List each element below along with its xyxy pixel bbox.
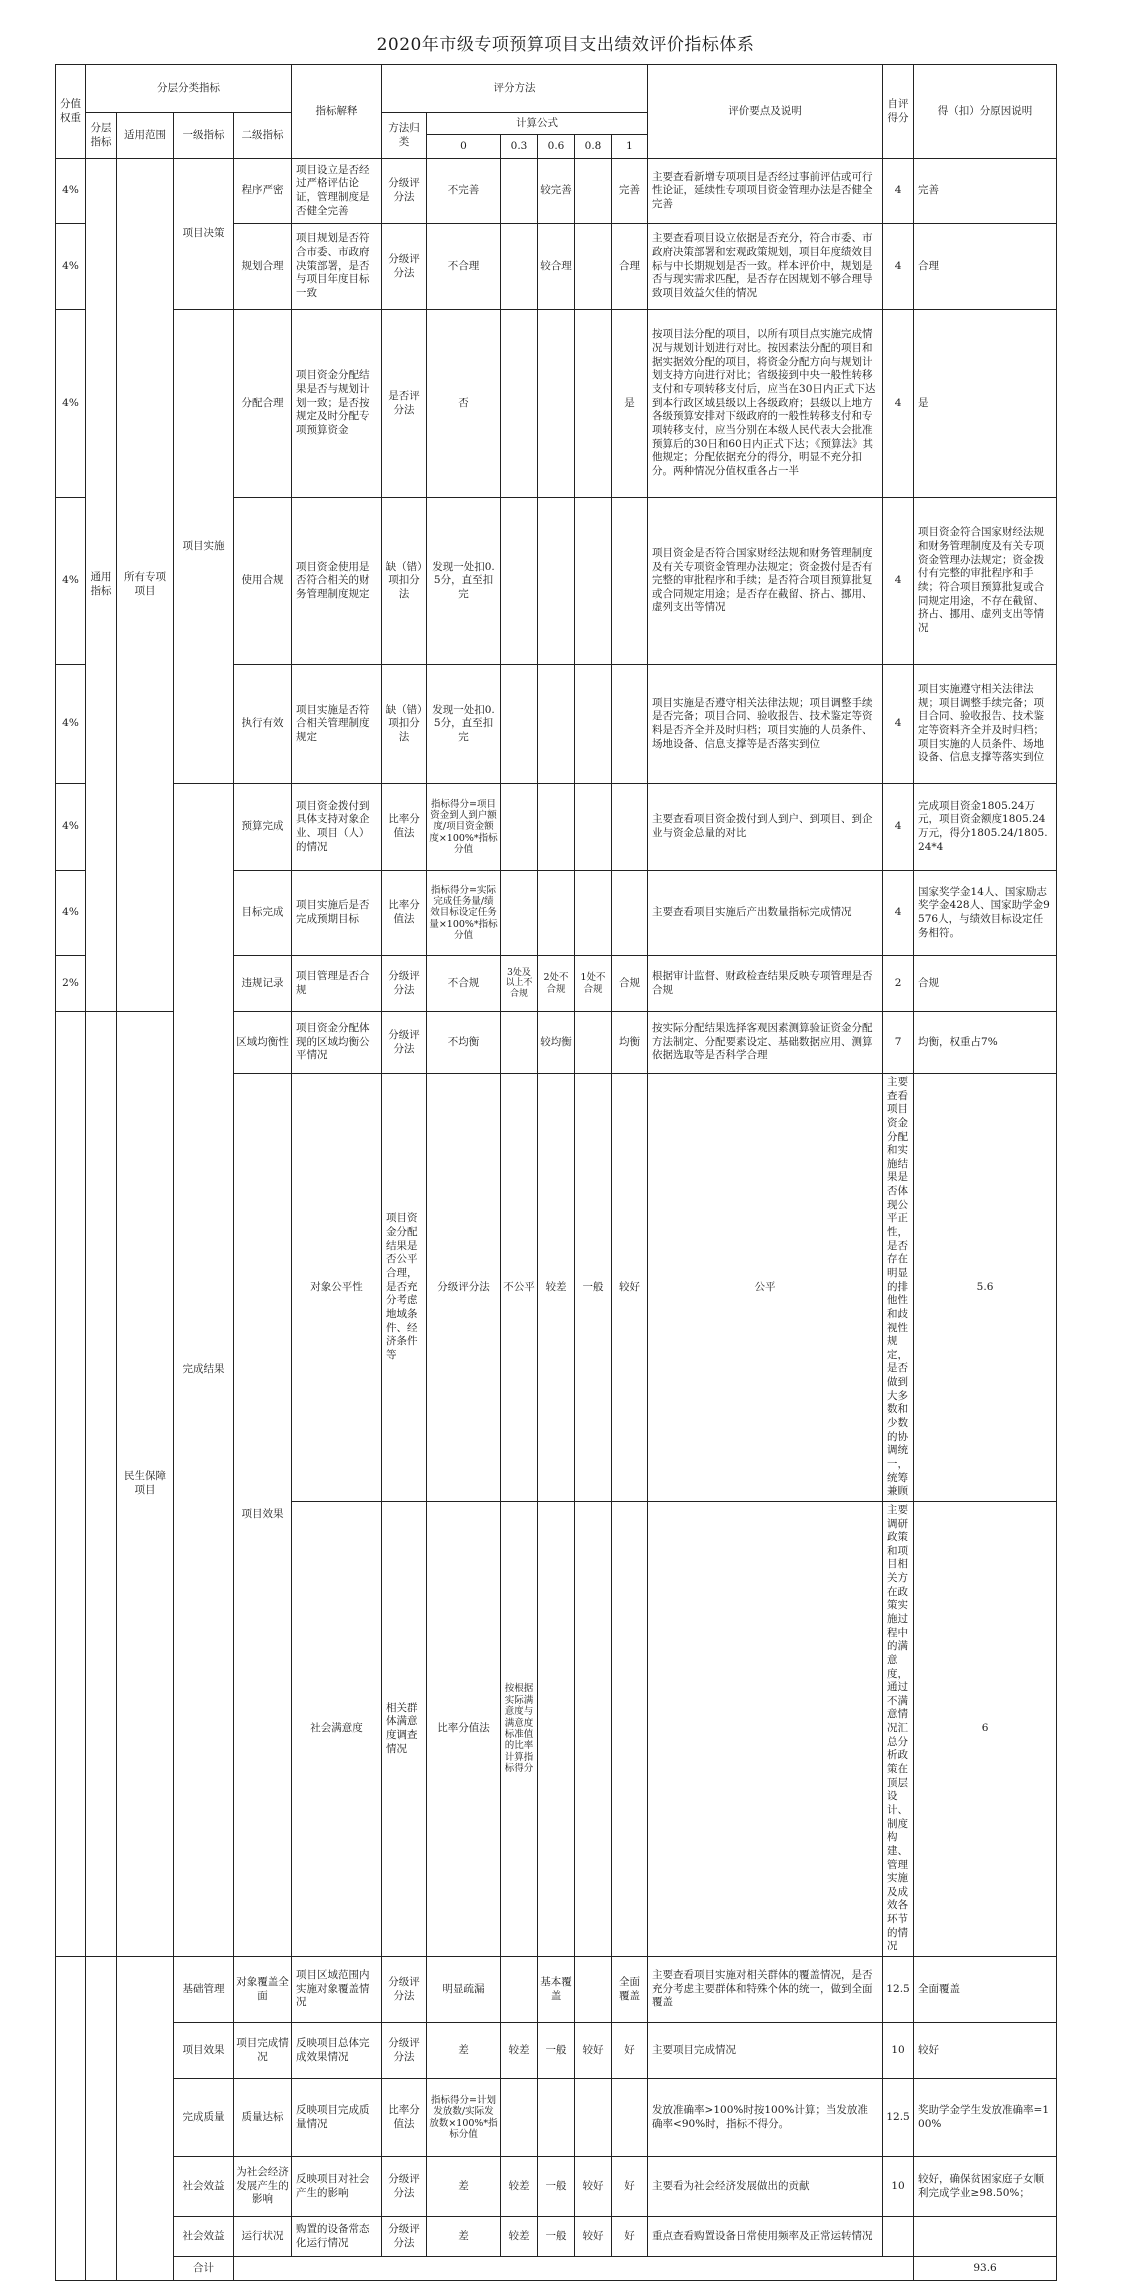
level2-cell: 项目完成情况	[234, 2023, 292, 2079]
document-title: 2020年市级专项预算项目支出绩效评价指标体系	[376, 35, 755, 55]
score1-cell: 是	[612, 310, 648, 498]
layer-blank-cell	[86, 1957, 117, 2281]
method-cell: 分级评分法	[382, 2217, 427, 2257]
method-cell: 是否评分法	[382, 310, 427, 498]
reason-cell: 均衡，权重占7%	[914, 1012, 1057, 1074]
score08-cell: 1处不合规	[575, 956, 612, 1012]
score1-cell	[612, 784, 648, 871]
score03-cell	[538, 1501, 575, 1956]
score08-cell	[612, 1501, 648, 1956]
score06-cell	[538, 310, 575, 498]
score08-cell	[575, 310, 612, 498]
reason-cell: 合理	[914, 224, 1057, 310]
explain-cell: 反映项目总体完成效果情况	[292, 2023, 382, 2079]
self-score-cell: 4	[883, 224, 914, 310]
self-score-cell: 4	[883, 310, 914, 498]
level1-effect: 项目效果	[234, 1074, 292, 1957]
level1-cell: 完成质量	[174, 2079, 234, 2157]
points-cell: 根据审计监督、财政检查结果反映专项管理是否合规	[648, 956, 883, 1012]
score06-cell	[538, 2079, 575, 2157]
score06-cell	[538, 784, 575, 871]
score0-cell: 不完善	[427, 159, 501, 224]
points-cell: 重点查看购置设备日常使用频率及正常运转情况	[648, 2217, 883, 2257]
header-explanation: 指标解释	[292, 65, 382, 159]
score0-cell: 指标得分=计划发放数/实际发放数×100%*指标分值	[427, 2079, 501, 2157]
score06-cell	[538, 871, 575, 956]
score08-cell: 较好	[575, 2157, 612, 2217]
self-score-cell: 10	[883, 2157, 914, 2217]
score0-cell: 不合规	[427, 956, 501, 1012]
reason-cell: 是	[914, 310, 1057, 498]
score06-cell: 2处不合规	[538, 956, 575, 1012]
level2-cell: 运行状况	[234, 2217, 292, 2257]
header-layer: 分层指标	[86, 113, 117, 159]
score03-cell	[501, 498, 538, 665]
method-cell: 分级评分法	[382, 1012, 427, 1074]
score03-cell: 较差	[501, 2157, 538, 2217]
score06-cell: 基本覆盖	[538, 1957, 575, 2023]
self-score-cell: 2	[883, 956, 914, 1012]
weight-cell: 4%	[56, 224, 86, 310]
self-score-cell: 5.6	[914, 1074, 1057, 1502]
score08-cell	[575, 2079, 612, 2157]
reason-cell: 较好，确保贫困家庭子女顺利完成学业≥98.50%；	[914, 2157, 1057, 2217]
table-row	[56, 1957, 1057, 2023]
table-row	[56, 2023, 1057, 2079]
method-cell: 缺（错）项扣分法	[382, 665, 427, 784]
header-level1: 一级指标	[174, 113, 234, 159]
scope-livelihood: 民生保障项目	[117, 1012, 174, 1957]
total-score: 93.6	[914, 2257, 1057, 2281]
score1-cell: 好	[612, 2023, 648, 2079]
header-level2: 二级指标	[234, 113, 292, 159]
level1-cell: 项目效果	[174, 2023, 234, 2079]
score1-cell: 完善	[612, 159, 648, 224]
explain-cell: 项目资金分配结果是否与规划计划一致；是否按规定及时分配专项预算资金	[292, 310, 382, 498]
points-cell: 主要查看项目资金拨付到人到户、到项目、到企业与资金总量的对比	[648, 784, 883, 871]
method-cell: 分级评分法	[427, 1074, 501, 1502]
method-cell: 分级评分法	[382, 2023, 427, 2079]
score1-cell	[612, 2079, 648, 2157]
points-cell: 主要查看项目实施对相关群体的覆盖情况，是否充分考虑主要群体和特殊个体的统一，做到全面覆盖	[648, 1957, 883, 2023]
level2-cell: 使用合规	[234, 498, 292, 665]
score08-cell	[575, 224, 612, 310]
level2-cell: 区域均衡性	[234, 1012, 292, 1074]
score1-cell: 合规	[612, 956, 648, 1012]
method-cell: 分级评分法	[382, 1957, 427, 2023]
method-cell: 分级评分法	[382, 159, 427, 224]
header-scope: 适用范围	[117, 113, 174, 159]
level2-cell: 质量达标	[234, 2079, 292, 2157]
self-score-cell	[883, 2217, 914, 2257]
score0-cell: 不公平	[501, 1074, 538, 1502]
points-cell: 主要查看项目实施后产出数量指标完成情况	[648, 871, 883, 956]
weight-cell: 4%	[56, 310, 86, 498]
score08-cell	[575, 871, 612, 956]
score0-cell: 指标得分=实际完成任务量/绩效目标设定任务量×100%*指标分值	[427, 871, 501, 956]
level1-cell: 基础管理	[174, 1957, 234, 2023]
self-score-cell: 6	[914, 1501, 1057, 1956]
level1-cell: 社会效益	[174, 2157, 234, 2217]
method-cell: 比率分值法	[382, 2079, 427, 2157]
points-cell: 项目资金是否符合国家财经法规和财务管理制度及有关专项资金管理办法规定；资金拨付是否有完整的审批程序和手续；是否符合项目预算批复或合同规定用途；是否存在截留、挤占、挪用、虚列支出等情况	[648, 498, 883, 665]
score06-cell: 一般	[575, 1074, 612, 1502]
score06-cell	[538, 498, 575, 665]
score03-cell	[501, 2079, 538, 2157]
header-score-1: 1	[612, 135, 648, 159]
header-evaluation-points: 评价要点及说明	[648, 65, 883, 159]
level2-cell: 对象公平性	[292, 1074, 382, 1502]
explain-cell: 项目资金分配结果是否公平合理，是否充分考虑地域条件、经济条件等	[382, 1074, 427, 1502]
score1-cell: 合理	[612, 224, 648, 310]
self-score-cell: 12.5	[883, 2079, 914, 2157]
score08-cell	[575, 665, 612, 784]
method-cell: 分级评分法	[382, 2157, 427, 2217]
self-score-cell: 4	[883, 498, 914, 665]
score06-cell	[575, 1501, 612, 1956]
points-cell: 发放准确率>100%时按100%计算；当发放准确率<90%时，指标不得分。	[648, 2079, 883, 2157]
weight-cell: 4%	[56, 665, 86, 784]
score0-cell: 差	[427, 2023, 501, 2079]
table-row	[56, 2079, 1057, 2157]
points-cell: 按实际分配结果选择客观因素测算验证资金分配方法制定、分配要素设定、基础数据应用、测算依据选取等是否科学合理	[648, 1012, 883, 1074]
score06-cell: 较均衡	[538, 1012, 575, 1074]
score03-cell	[501, 310, 538, 498]
weight-cell: 4%	[56, 498, 86, 665]
score03-cell	[501, 1957, 538, 2023]
level1-decision: 项目决策	[174, 159, 234, 310]
weight-blank-cell	[56, 1957, 86, 2281]
explain-cell: 项目规划是否符合市委、市政府决策部署，是否与项目年度目标一致	[292, 224, 382, 310]
self-score-cell: 4	[883, 665, 914, 784]
score0-cell: 否	[427, 310, 501, 498]
self-score-cell: 4	[883, 159, 914, 224]
score03-cell	[501, 871, 538, 956]
points-cell: 主要调研政策和项目相关方在政策实施过程中的满意度，通过不满意情况汇总分析政策在顶层设计、制度构建、管理实施及成效各环节的情况	[883, 1501, 914, 1956]
method-cell: 缺（错）项扣分法	[382, 498, 427, 665]
level2-cell: 规划合理	[234, 224, 292, 310]
explain-cell: 项目实施是否符合相关管理制度规定	[292, 665, 382, 784]
score08-cell: 较好	[575, 2023, 612, 2079]
table-row	[56, 159, 1057, 224]
score03-cell	[501, 159, 538, 224]
score1-cell: 全面覆盖	[612, 1957, 648, 2023]
points-cell: 主要看为社会经济发展做出的贡献	[648, 2157, 883, 2217]
score0-cell: 不合理	[427, 224, 501, 310]
reason-cell: 合规	[914, 956, 1057, 1012]
table-row	[56, 2157, 1057, 2217]
score1-cell: 好	[612, 2217, 648, 2257]
total-label: 合计	[174, 2257, 234, 2281]
score03-cell	[501, 665, 538, 784]
header-self-score: 自评得分	[883, 65, 914, 159]
reason-cell: 完成项目资金1805.24万元，项目资金额度1805.24万元，得分1805.24/1805.24*4	[914, 784, 1057, 871]
explain-cell: 反映项目对社会产生的影响	[292, 2157, 382, 2217]
points-cell: 主要项目完成情况	[648, 2023, 883, 2079]
explain-cell: 购置的设备常态化运行情况	[292, 2217, 382, 2257]
reason-cell: 奖助学金学生发放准确率=100%	[914, 2079, 1057, 2157]
self-score-cell: 4	[883, 784, 914, 871]
header-weight: 分值权重	[56, 65, 86, 159]
reason-cell: 项目资金符合国家财经法规和财务管理制度及有关专项资金管理办法规定；资金拨付有完整的审批程序和手续；符合项目预算批复或合同规定用途，不存在截留、挤占、挪用、虚列支出等情况	[914, 498, 1057, 665]
score0-cell: 发现一处扣0.5分，直至扣完	[427, 665, 501, 784]
score0-cell: 明显疏漏	[427, 1957, 501, 2023]
score08-cell	[575, 498, 612, 665]
method-cell: 分级评分法	[382, 224, 427, 310]
explain-cell: 相关群体满意度调查情况	[382, 1501, 427, 1956]
header-reason: 得（扣）分原因说明	[914, 65, 1057, 159]
table-row	[56, 784, 1057, 871]
score0-cell: 差	[427, 2157, 501, 2217]
level2-cell: 为社会经济发展产生的影响	[234, 2157, 292, 2217]
score03-cell: 3处及以上不合规	[501, 956, 538, 1012]
total-row	[56, 2257, 1057, 2281]
explain-cell: 项目设立是否经过严格评估论证，管理制度是否健全完善	[292, 159, 382, 224]
explain-cell: 项目资金拨付到具体支持对象企业、项目（人）的情况	[292, 784, 382, 871]
score1-cell	[612, 665, 648, 784]
score06-cell: 一般	[538, 2217, 575, 2257]
score1-cell: 好	[612, 2157, 648, 2217]
score06-cell: 一般	[538, 2157, 575, 2217]
total-blank-cell	[234, 2257, 914, 2281]
score03-cell: 较差	[538, 1074, 575, 1502]
score06-cell: 一般	[538, 2023, 575, 2079]
level2-cell: 对象覆盖全面	[234, 1957, 292, 2023]
score0-cell: 指标得分=项目资金到人到户额度/项目资金额度×100%*指标分值	[427, 784, 501, 871]
weight-cell: 4%	[56, 871, 86, 956]
points-cell: 主要查看新增专项项目是否经过事前评估或可行性论证，延续性专项项目资金管理办法是否健全完善	[648, 159, 883, 224]
score03-cell: 较差	[501, 2023, 538, 2079]
weight-cell: 4%	[56, 784, 86, 871]
score0-cell: 按根据实际满意度与满意度标准值的比率计算指标得分	[501, 1501, 538, 1956]
header-score-0: 0	[427, 135, 501, 159]
score1-cell	[612, 871, 648, 956]
method-cell: 分级评分法	[382, 956, 427, 1012]
header-score-08: 0.8	[575, 135, 612, 159]
score1-cell	[612, 498, 648, 665]
score1-cell: 公平	[648, 1074, 883, 1502]
level2-cell: 社会满意度	[292, 1501, 382, 1956]
score03-cell	[501, 224, 538, 310]
score08-cell	[575, 784, 612, 871]
score0-cell: 不均衡	[427, 1012, 501, 1074]
score08-cell: 较好	[612, 1074, 648, 1502]
level1-completion: 完成结果	[174, 784, 234, 1957]
table-row	[56, 310, 1057, 498]
header-scoring-method: 评分方法	[382, 65, 648, 113]
score08-cell: 较好	[575, 2217, 612, 2257]
reason-cell: 完善	[914, 159, 1057, 224]
points-cell: 主要查看项目资金分配和实施结果是否体现公平正性，是否存在明显的排他性和歧视性规定，是否做到大多数和少数的协调统一，统筹兼顾	[883, 1074, 914, 1502]
header-layered-indicators: 分层分类指标	[86, 65, 292, 113]
points-cell: 项目实施是否遵守相关法律法规；项目调整手续是否完备；项目合同、验收报告、技术鉴定等资料是否齐全并及时归档；项目实施的人员条件、场地设备、信息支撑等是否落实到位	[648, 665, 883, 784]
layer-blank-cell	[86, 1012, 117, 1957]
header-score-03: 0.3	[501, 135, 538, 159]
self-score-cell: 10	[883, 2023, 914, 2079]
explain-cell: 反映项目完成质量情况	[292, 2079, 382, 2157]
score0-cell: 发现一处扣0.5分，直至扣完	[427, 498, 501, 665]
evaluation-indicator-table	[55, 64, 1057, 2281]
method-cell: 比率分值法	[382, 871, 427, 956]
table-row	[56, 2217, 1057, 2257]
score1-cell: 均衡	[612, 1012, 648, 1074]
reason-cell: 较好	[914, 2023, 1057, 2079]
points-cell: 按项目法分配的项目，以所有项目点实施完成情况与规划计划进行对比。按因素法分配的项目和据实据效分配的项目，将资金分配方向与规划计划支持方向进行对比；省级接到中央一般性转移支付和专项转移支付后，应当在30日内正式下达到本行政区域县级以上各级政府；县级以上地方各级预算安排对下级政府的一般性转移支付和专项转移支付，应当分别在本级人民代表大会批准预算后的30日和60日内正式下达；《预算法》其他规定；分配依据充分的得分，明显不充分扣分。两种情况分值权重各占一半	[648, 310, 883, 498]
level2-cell: 目标完成	[234, 871, 292, 956]
score03-cell	[501, 1012, 538, 1074]
score1-cell	[648, 1501, 883, 1956]
self-score-cell: 7	[883, 1012, 914, 1074]
self-score-cell: 4	[883, 871, 914, 956]
level2-cell: 执行有效	[234, 665, 292, 784]
scope-all-projects: 所有专项项目	[117, 159, 174, 1012]
header-method-type: 方法归类	[382, 113, 427, 159]
level1-implementation: 项目实施	[174, 310, 234, 784]
explain-cell: 项目资金使用是否符合相关的财务管理制度规定	[292, 498, 382, 665]
explain-cell: 项目资金分配体现的区域均衡公平情况	[292, 1012, 382, 1074]
score0-cell: 差	[427, 2217, 501, 2257]
weight-cell: 2%	[56, 956, 86, 1012]
score03-cell: 较差	[501, 2217, 538, 2257]
level1-cell: 社会效益	[174, 2217, 234, 2257]
score08-cell	[575, 159, 612, 224]
header-formula: 计算公式	[427, 113, 648, 135]
reason-cell	[914, 2217, 1057, 2257]
reason-cell: 全面覆盖	[914, 1957, 1057, 2023]
level2-cell: 违规记录	[234, 956, 292, 1012]
score08-cell	[575, 1012, 612, 1074]
score06-cell	[538, 665, 575, 784]
explain-cell: 项目管理是否合规	[292, 956, 382, 1012]
score06-cell: 较完善	[538, 159, 575, 224]
method-cell: 比率分值法	[427, 1501, 501, 1956]
method-cell: 比率分值法	[382, 784, 427, 871]
score06-cell: 较合理	[538, 224, 575, 310]
layer-general: 通用指标	[86, 159, 117, 1012]
level2-cell: 分配合理	[234, 310, 292, 498]
self-score-cell: 12.5	[883, 1957, 914, 2023]
weight-cell: 4%	[56, 159, 86, 224]
score08-cell	[575, 1957, 612, 2023]
weight-cell	[56, 1012, 86, 1957]
explain-cell: 项目实施后是否完成预期目标	[292, 871, 382, 956]
explain-cell: 项目区域范围内实施对象覆盖情况	[292, 1957, 382, 2023]
points-cell: 主要查看项目设立依据是否充分，符合市委、市政府决策部署和宏观政策规划，项目年度绩效目标与中长期规划是否一致。样本评价中，规划是否与现实需求匹配，是否存在因规划不够合理导致项目效益欠佳的情况	[648, 224, 883, 310]
reason-cell: 项目实施遵守相关法律法规；项目调整手续完备；项目合同、验收报告、技术鉴定等资料齐全并及时归档；项目实施的人员条件、场地设备、信息支撑等落实到位	[914, 665, 1057, 784]
score03-cell	[501, 784, 538, 871]
level2-cell: 程序严密	[234, 159, 292, 224]
reason-cell: 国家奖学金14人、国家励志奖学金428人、国家助学金9576人，与绩效目标设定任务相符。	[914, 871, 1057, 956]
level2-cell: 预算完成	[234, 784, 292, 871]
header-score-06: 0.6	[538, 135, 575, 159]
scope-blank-cell	[117, 1957, 174, 2281]
